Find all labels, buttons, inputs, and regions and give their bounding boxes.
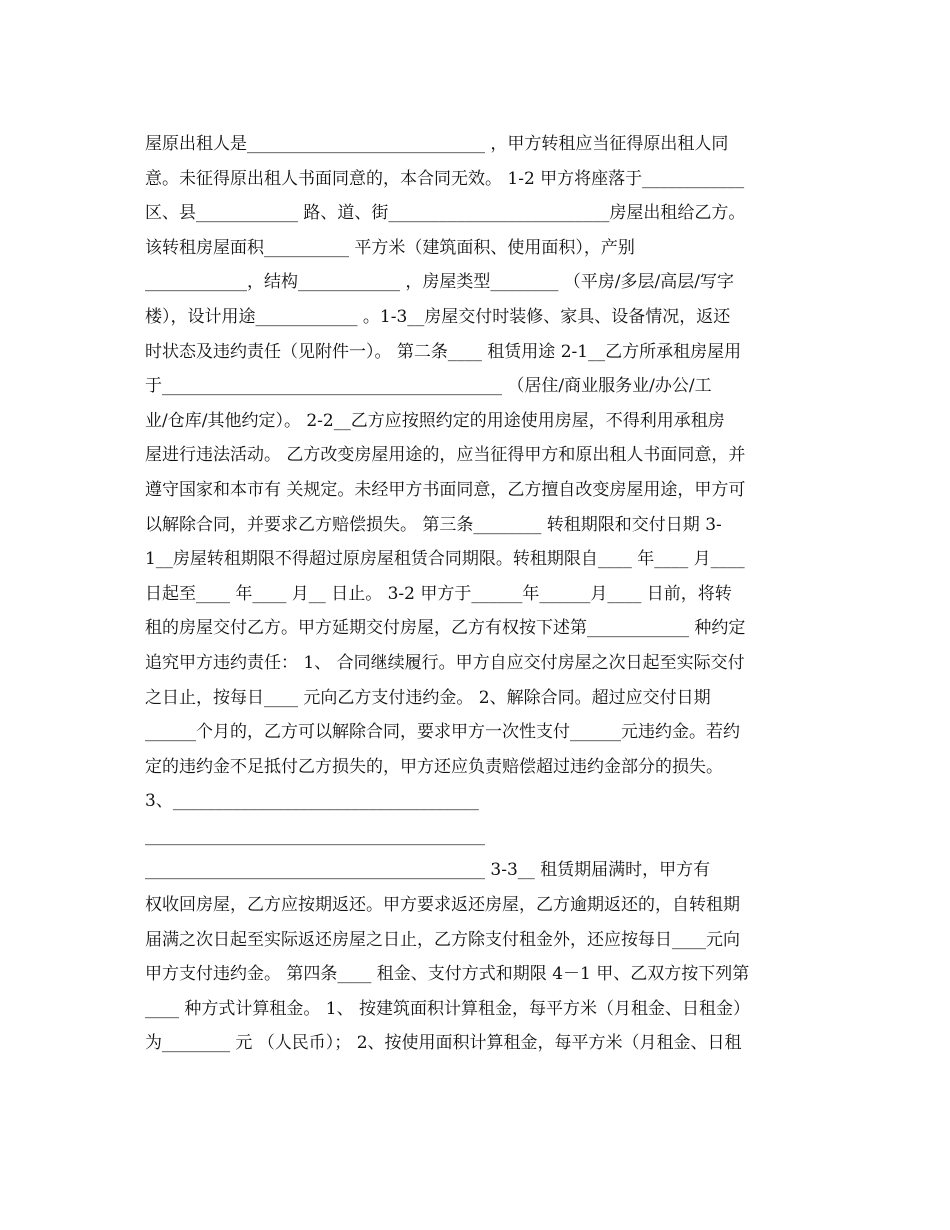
text-line: 甲方支付违约金。 第四条____ 租金、支付方式和期限 4－1 甲、乙双方按下列第 [145, 964, 750, 985]
text-line: 该转租房屋面积__________ 平方米（建筑面积、使用面积），产别 [145, 237, 635, 258]
text-line: 以解除合同，并要求乙方赔偿损失。 第三条________ 转租期限和交付日期 3- [145, 514, 722, 535]
text-line: 为________ 元 （人民币）； 2、按使用面积计算租金，每平方米（月租金、日租 [145, 1033, 742, 1054]
text-line: ________________________________________ [145, 825, 485, 846]
text-line: 日起至____ 年____ 月__ 日止。 3-2 甲方于______年______月____ 日前，将转 [145, 583, 732, 604]
text-line: 追究甲方违约责任： 1、 合同继续履行。甲方自应交付房屋之次日起至实际交付 [145, 652, 745, 673]
text-line: ______个月的，乙方可以解除合同，要求甲方一次性支付______元违约金。若约 [145, 722, 740, 743]
text-line: 屋原出租人是____________________________ ，甲方转租应当征得原出租人同 [145, 134, 729, 154]
text-line: 3、____________________________________ [145, 791, 479, 812]
text-line: ________________________________________ 3-3__ 租赁期届满时，甲方有 [145, 860, 711, 881]
text-line: 定的违约金不足抵付乙方损失的，甲方还应负责赔偿超过违约金部分的损失。 [145, 756, 723, 777]
text-line: 遵守国家和本市有 关规定。未经甲方书面同意，乙方擅自改变房屋用途，甲方可 [145, 479, 746, 500]
text-line: 楼），设计用途____________ 。1-3__房屋交付时装修、家具、设备情况，返还 [145, 306, 731, 327]
text-line: 业/仓库/其他约定）。 2-2__乙方应按照约定的用途使用房屋，不得利用承租房 [145, 410, 725, 431]
text-line: 意。未征得原出租人书面同意的，本合同无效。 1-2 甲方将座落于____________ [145, 168, 745, 189]
text-line: 区、县____________ 路、道、街__________________________房屋出租给乙方。 [145, 203, 746, 224]
text-line: 权收回房屋，乙方应按期返还。甲方要求返还房屋，乙方逾期返还的，自转租期 [145, 895, 740, 916]
text-line: ____________，结构____________ ，房屋类型________ （平房/多层/高层/写字 [145, 272, 734, 293]
text-line: 届满之次日起至实际返还房屋之日止，乙方除支付租金外，还应按每日____元向 [145, 929, 740, 950]
text-line: 1__房屋转租期限不得超过原房屋租赁合同期限。转租期限自____ 年____ 月____ [145, 549, 745, 570]
contract-body [145, 127, 810, 1061]
text-line: 租的房屋交付乙方。甲方延期交付房屋，乙方有权按下述第____________ 种约定 [145, 618, 746, 639]
text-line: 之日止，按每日____ 元向乙方支付违约金。 2、解除合同。超过应交付日期 [145, 687, 711, 708]
text-line: 时状态及违约责任（见附件一）。 第二条____ 租赁用途 2-1__乙方所承租房屋用 [145, 341, 742, 362]
text-line: 屋进行违法活动。 乙方改变房屋用途的，应当征得甲方和原出租人书面同意，并 [145, 445, 746, 466]
text-line: ____ 种方式计算租金。 1、 按建筑面积计算租金，每平方米（月租金、日租金） [145, 998, 751, 1019]
text-line: 于________________________________________ （居住/商业服务业/办公/工 [145, 376, 712, 397]
